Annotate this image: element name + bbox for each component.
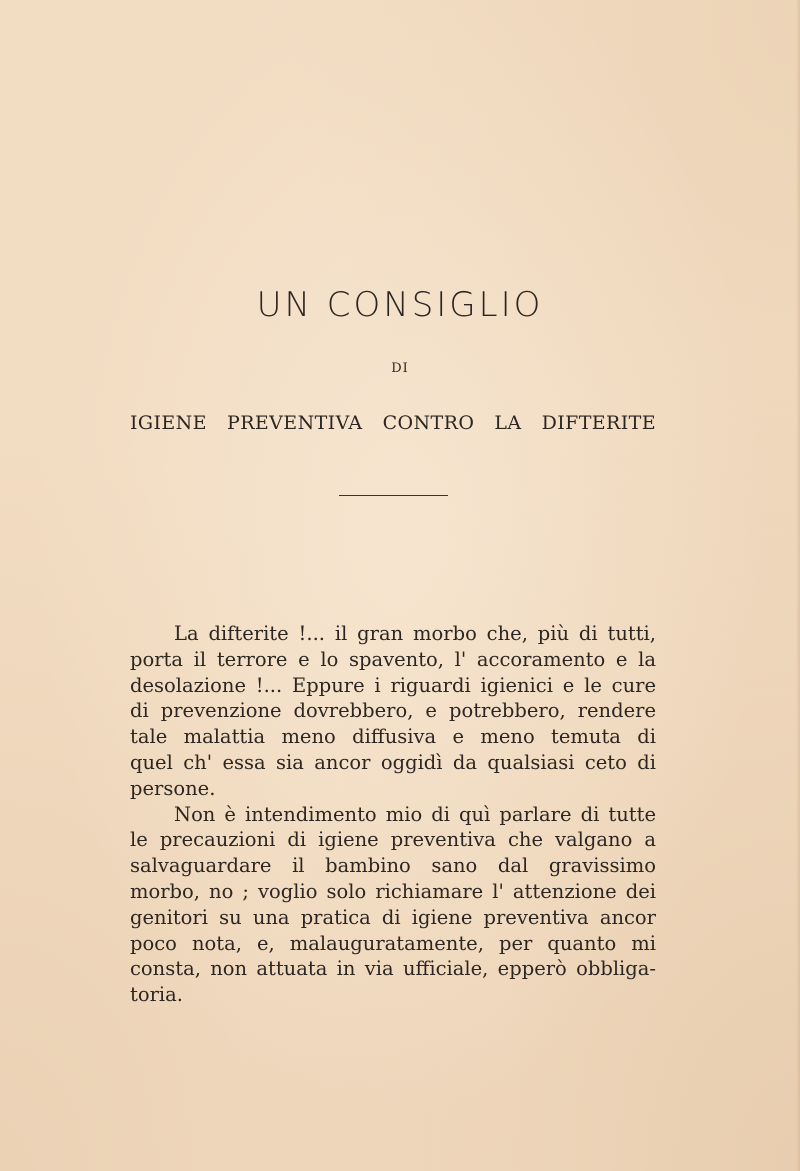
- text-line: di prevenzione dovrebbero, e potrebbero, rendere: [130, 699, 656, 723]
- text-line: toria.: [130, 983, 183, 1007]
- text-line: quel ch' essa sia ancor oggidì da qualsiasi ceto di: [130, 750, 656, 774]
- text-line: Non è intendimento mio di quì parlare di tutte: [174, 802, 656, 826]
- text-line: persone.: [130, 776, 216, 800]
- text-line: porta il terrore e lo spavento, l' accoramento e la: [130, 647, 656, 671]
- paragraph-2: [130, 802, 656, 1008]
- text-line: morbo, no ; voglio solo richiamare l' attenzione dei: [130, 879, 656, 903]
- text-line: tale malattia meno diffusiva e meno temuta di: [130, 725, 656, 749]
- text-line: consta, non attuata in via ufficiale, epperò obbliga-: [130, 957, 656, 981]
- section-divider: [339, 495, 448, 496]
- text-line: genitori su una pratica di igiene preventiva ancor: [130, 905, 656, 929]
- paragraph-1: [130, 621, 656, 802]
- body-text: [130, 621, 656, 1008]
- text-line: salvaguardare il bambino sano dal gravissimo: [130, 854, 656, 878]
- text-line: desolazione !... Eppure i riguardi igienici e le cure: [130, 673, 656, 697]
- text-line: La difterite !... il gran morbo che, più di tutti,: [174, 622, 656, 645]
- page-edge-shadow: [796, 0, 800, 1171]
- text-line: le precauzioni di igiene preventiva che valgano a: [130, 828, 656, 852]
- text-line: poco nota, e, malauguratamente, per quanto mi: [130, 931, 656, 955]
- page-title: UN CONSIGLIO: [256, 285, 544, 325]
- page-subtitle: IGIENE PREVENTIVA CONTRO LA DIFTERITE: [130, 412, 656, 434]
- title-preposition: DI: [391, 361, 409, 376]
